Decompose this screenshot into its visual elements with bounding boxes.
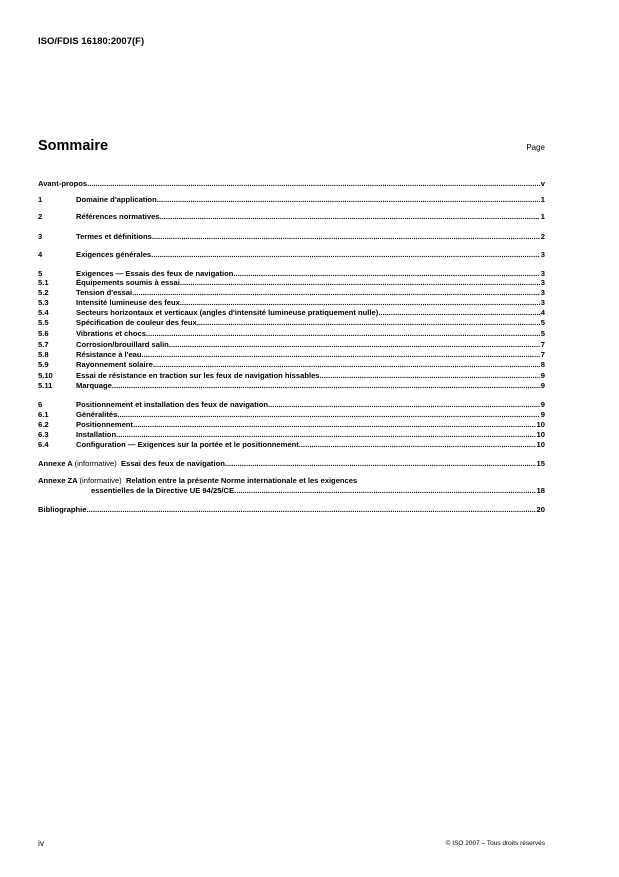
dot-leader	[112, 381, 540, 390]
toc-entry[interactable]	[38, 278, 545, 287]
toc-page: 20	[536, 505, 545, 514]
toc-number: 6.3	[38, 430, 49, 439]
toc-number: 1	[38, 195, 43, 204]
dot-leader	[151, 250, 540, 259]
toc-entry[interactable]	[38, 195, 545, 204]
toc-page: 3	[540, 250, 545, 259]
toc-number: 5.7	[38, 340, 49, 349]
dot-leader	[320, 371, 540, 380]
toc-number: 5.10	[38, 371, 53, 380]
toc-number: 5.5	[38, 318, 49, 327]
toc-entry[interactable]	[38, 350, 545, 359]
annex-label: Annexe A	[38, 459, 73, 468]
toc-title: Installation	[76, 430, 117, 439]
toc-page: 4	[540, 308, 545, 317]
toc-number: 6.2	[38, 420, 49, 429]
toc-title: Exigences générales	[76, 250, 152, 259]
dot-leader	[268, 400, 540, 409]
toc-page: 1	[540, 212, 545, 221]
toc-entry[interactable]	[38, 269, 545, 278]
dot-leader	[169, 340, 540, 349]
annex-note: (informative)	[79, 476, 122, 485]
toc-entry[interactable]	[38, 430, 545, 439]
toc-entry[interactable]	[38, 298, 545, 307]
dot-leader	[197, 318, 540, 327]
toc-title: Marquage	[76, 381, 112, 390]
toc-title: Configuration — Exigences sur la portée et le positionnement	[76, 440, 299, 449]
page-column-label: Page	[526, 143, 545, 152]
toc-number: 5.9	[38, 360, 49, 369]
toc-entry[interactable]	[38, 440, 545, 449]
dot-leader	[87, 179, 540, 188]
toc-page: 5	[540, 329, 545, 338]
annex-title: essentielles de la Directive UE 94/25/CE	[91, 486, 235, 495]
toc-title: Équipements soumis à essai	[76, 278, 180, 287]
toc-page: 15	[536, 459, 545, 468]
toc-page: 8	[540, 360, 545, 369]
toc-page: 9	[540, 400, 545, 409]
footer-page-number: iv	[38, 838, 45, 848]
toc-page: 9	[540, 381, 545, 390]
toc-title: Positionnement et installation des feux de navigation	[76, 400, 268, 409]
toc-entry[interactable]	[38, 250, 545, 259]
toc-number: 5.4	[38, 308, 49, 317]
dot-leader	[117, 410, 539, 419]
dot-leader	[180, 278, 540, 287]
document-header: ISO/FDIS 16180:2007(F)	[38, 36, 145, 47]
toc-page: 7	[540, 340, 545, 349]
toc-page: 18	[536, 486, 545, 495]
toc-entry-annex-a[interactable]	[38, 459, 545, 468]
toc-number: 6.4	[38, 440, 49, 449]
toc-entry[interactable]	[38, 420, 545, 429]
toc-page: 3	[540, 288, 545, 297]
toc-entry[interactable]	[38, 232, 545, 241]
toc-number: 5.1	[38, 278, 49, 287]
toc-number: 5	[38, 269, 43, 278]
toc-title: Références normatives	[76, 212, 160, 221]
toc-title: Domaine d'application	[76, 195, 157, 204]
toc-number: 5.2	[38, 288, 49, 297]
toc-title: Vibrations et chocs	[76, 329, 146, 338]
toc-title: Corrosion/brouillard salin	[76, 340, 169, 349]
toc-entry[interactable]	[38, 179, 545, 188]
toc-title: Positionnement	[76, 420, 133, 429]
toc-entry-annex-za-line1[interactable]	[38, 476, 357, 485]
toc-number: 6.1	[38, 410, 49, 419]
toc-title: Spécification de couleur des feux	[76, 318, 197, 327]
toc-page: 1	[540, 195, 545, 204]
dot-leader	[233, 269, 539, 278]
toc-number: 5.3	[38, 298, 49, 307]
dot-leader	[157, 195, 540, 204]
toc-entry[interactable]	[38, 212, 545, 221]
toc-title: Avant-propos	[38, 179, 88, 188]
dot-leader	[160, 212, 540, 221]
page-title: Sommaire	[38, 138, 109, 154]
toc-entry[interactable]	[38, 410, 545, 419]
toc-entry[interactable]	[38, 360, 545, 369]
toc-page: v	[540, 179, 545, 188]
toc-page: 9	[540, 410, 545, 419]
dot-leader	[87, 505, 536, 514]
annex-label: Annexe ZA	[38, 476, 78, 485]
dot-leader	[153, 360, 540, 369]
toc-page: 9	[540, 371, 545, 380]
toc-title: Secteurs horizontaux et verticaux (angles d'intensité lumineuse pratiquement nulle)	[76, 308, 379, 317]
dot-leader	[142, 350, 540, 359]
toc-entry[interactable]	[38, 329, 545, 338]
toc-title: Exigences — Essais des feux de navigation	[76, 269, 234, 278]
dot-leader	[133, 420, 536, 429]
dot-leader	[225, 459, 536, 468]
toc-entry[interactable]	[38, 371, 545, 380]
toc-page: 3	[540, 278, 545, 287]
toc-number: 2	[38, 212, 43, 221]
toc-entry[interactable]	[38, 381, 545, 390]
toc-title: Bibliographie	[38, 505, 87, 514]
toc-page: 2	[540, 232, 545, 241]
toc-number: 5.8	[38, 350, 49, 359]
toc-number: 6	[38, 400, 43, 409]
toc-entry[interactable]	[38, 308, 545, 317]
toc-title: Essai de résistance en traction sur les feux de navigation hissables	[76, 371, 320, 380]
annex-title: Relation entre la présente Norme internationale et les exigences	[125, 476, 358, 485]
toc-title: Résistance à l'eau	[76, 350, 142, 359]
toc-number: 4	[38, 250, 43, 259]
toc-title: Généralités	[76, 410, 118, 419]
toc-page: 3	[540, 269, 545, 278]
toc-number: 5.11	[38, 381, 53, 390]
toc-number: 5.6	[38, 329, 49, 338]
dot-leader	[146, 329, 540, 338]
annex-title: Essai des feux de navigation	[121, 459, 225, 468]
toc-entry-bibliography[interactable]	[38, 505, 545, 514]
toc-entry[interactable]	[38, 288, 545, 297]
toc-title: Termes et définitions	[76, 232, 152, 241]
toc-page: 10	[536, 430, 545, 439]
toc-page: 10	[536, 420, 545, 429]
toc-page: 7	[540, 350, 545, 359]
dot-leader	[234, 486, 535, 495]
dot-leader	[180, 298, 540, 307]
dot-leader	[152, 232, 540, 241]
dot-leader	[132, 288, 540, 297]
dot-leader	[378, 308, 540, 317]
toc-page: 10	[536, 440, 545, 449]
dot-leader	[299, 440, 536, 449]
toc-page: 3	[540, 298, 545, 307]
toc-number: 3	[38, 232, 43, 241]
toc-title: Intensité lumineuse des feux	[76, 298, 180, 307]
annex-note: (informative)	[74, 459, 117, 468]
toc-title: Rayonnement solaire	[76, 360, 153, 369]
toc-title: Tension d'essai	[76, 288, 133, 297]
toc-entry-annex-za-line2[interactable]	[91, 486, 545, 495]
toc-entry[interactable]	[38, 340, 545, 349]
dot-leader	[116, 430, 535, 439]
toc-entry[interactable]	[38, 318, 545, 327]
toc-page: 5	[540, 318, 545, 327]
footer-copyright: © ISO 2007 – Tous droits réservés	[445, 840, 545, 847]
toc-entry[interactable]	[38, 400, 545, 409]
